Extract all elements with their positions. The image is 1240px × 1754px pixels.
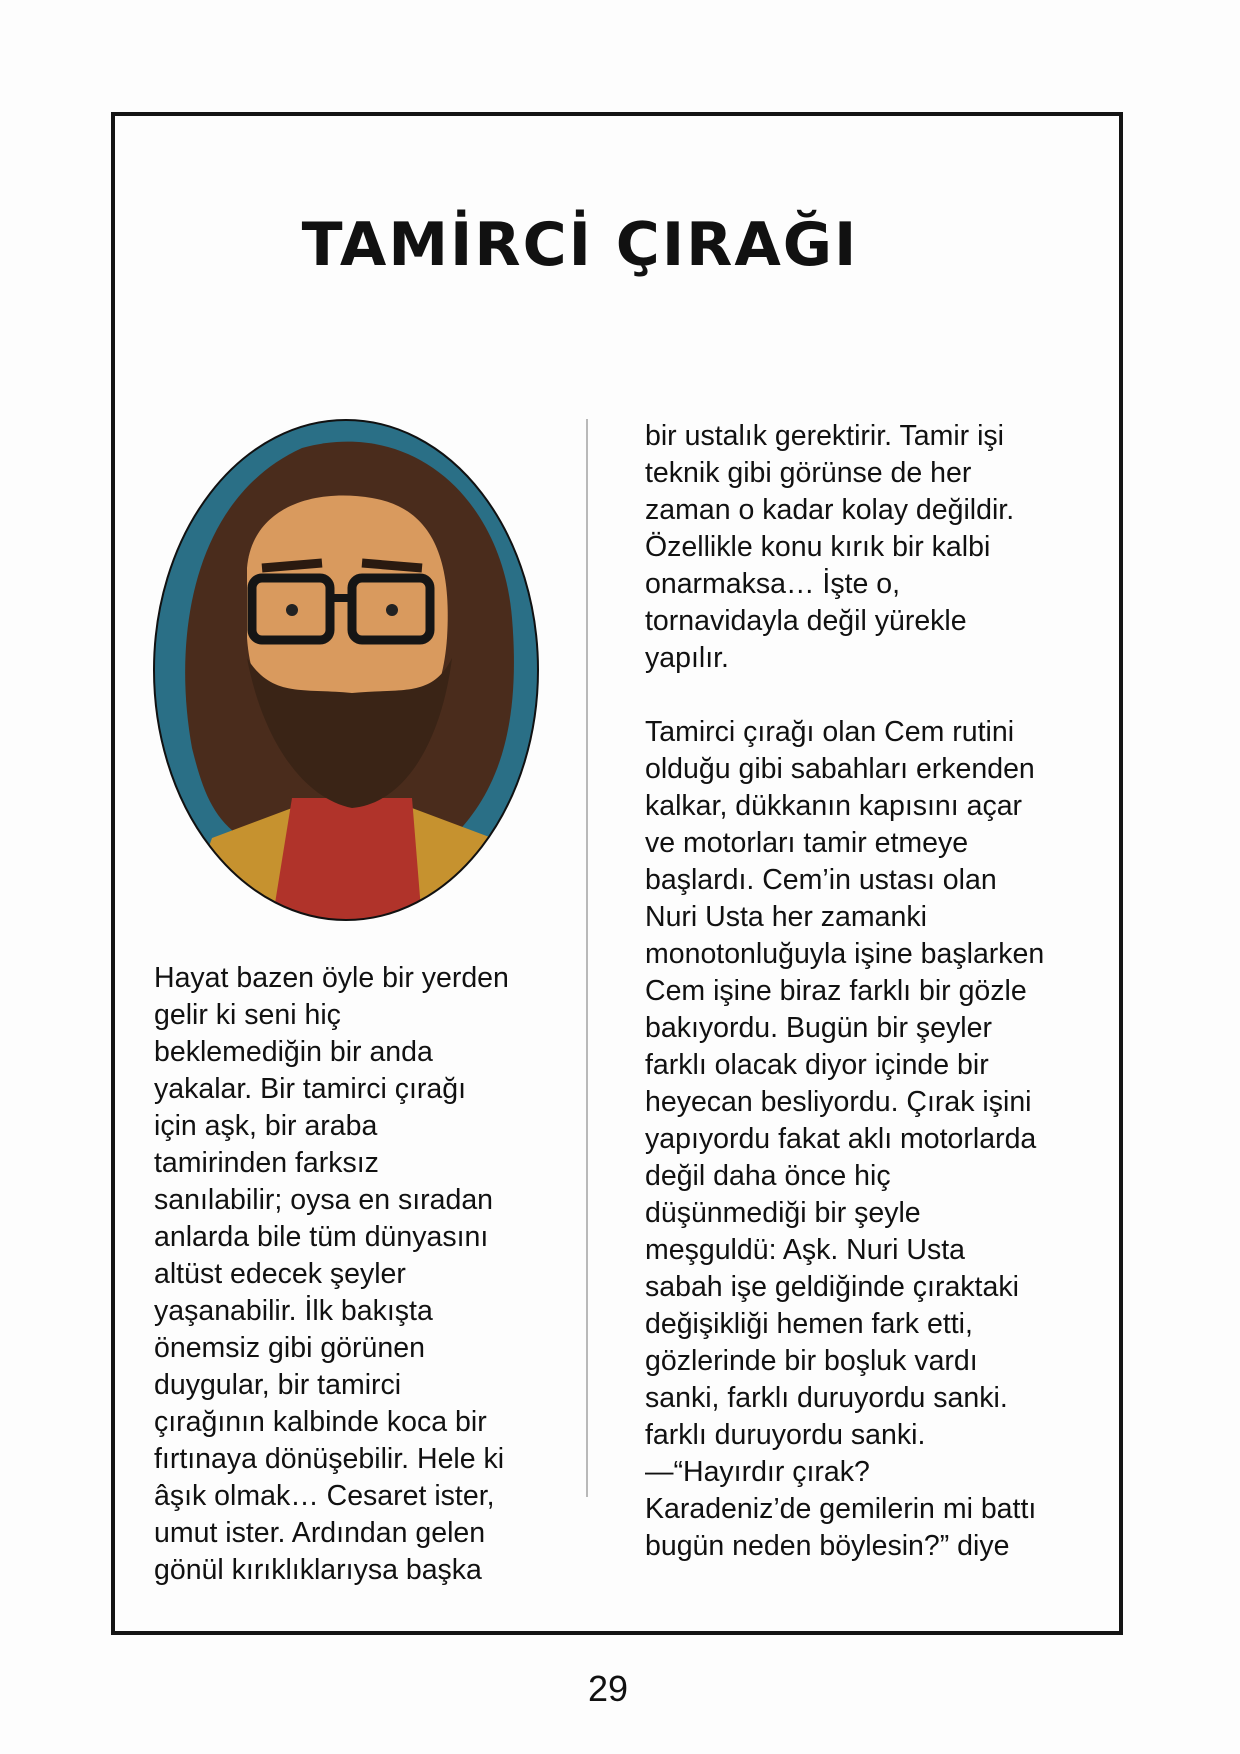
text-line: heyecan besliyordu. Çırak işini	[645, 1086, 1032, 1118]
paragraph-gap	[645, 677, 1044, 714]
text-line: önemsiz gibi görünen	[154, 1332, 425, 1364]
text-line: tamirinden farksız	[154, 1147, 379, 1179]
text-line: Hayat bazen öyle bir yerden	[154, 962, 509, 994]
text-line: değil daha önce hiç	[645, 1160, 891, 1192]
text-line: meşguldü: Aşk. Nuri Usta	[645, 1234, 965, 1266]
text-line: teknik gibi görünse de her	[645, 457, 972, 489]
text-line: farklı duruyordu sanki.	[645, 1419, 926, 1451]
column-divider	[586, 419, 588, 1497]
text-line: umut ister. Ardından gelen	[154, 1517, 486, 1549]
text-line: yaşanabilir. İlk bakışta	[154, 1295, 433, 1327]
text-line: fırtınaya dönüşebilir. Hele ki	[154, 1443, 505, 1475]
text-line: gözlerinde bir boşluk vardı	[645, 1345, 978, 1377]
text-line: başlardı. Cem’in ustası olan	[645, 864, 997, 896]
text-line: —“Hayırdır çırak?	[645, 1456, 870, 1488]
text-line: ve motorları tamir etmeye	[645, 827, 969, 859]
text-line: sanki, farklı duruyordu sanki.	[645, 1382, 1008, 1414]
text-line: bugün neden böylesin?” diye	[645, 1530, 1010, 1562]
text-line: değişikliği hemen fark etti,	[645, 1308, 973, 1340]
text-line: zaman o kadar kolay değildir.	[645, 494, 1015, 526]
text-line: altüst edecek şeyler	[154, 1258, 406, 1290]
text-line: tornavidayla değil yürekle	[645, 605, 967, 637]
text-line: duygular, bir tamirci	[154, 1369, 402, 1401]
text-line: bir ustalık gerektirir. Tamir işi	[645, 420, 1004, 452]
portrait-illustration	[152, 418, 540, 922]
text-line: için aşk, bir araba	[154, 1110, 378, 1142]
text-line: Nuri Usta her zamanki	[645, 901, 927, 933]
text-line: sanılabilir; oysa en sıradan	[154, 1184, 494, 1216]
text-line: yakalar. Bir tamirci çırağı	[154, 1073, 466, 1105]
text-line: çırağının kalbinde koca bir	[154, 1406, 487, 1438]
right-column-text	[645, 418, 1044, 1565]
text-line: beklemediğin bir anda	[154, 1036, 433, 1068]
text-line: kalkar, dükkanın kapısını açar	[645, 790, 1023, 822]
text-line: yapılır.	[645, 642, 729, 674]
page-title: TAMİRCİ ÇIRAĞI	[301, 210, 859, 280]
text-line: bakıyordu. Bugün bir şeyler	[645, 1012, 992, 1044]
page-number: 29	[587, 1668, 629, 1709]
text-line: onarmaksa… İşte o,	[645, 568, 901, 600]
text-line: Cem işine biraz farklı bir gözle	[645, 975, 1027, 1007]
text-line: monotonluğuyla işine başlarken	[645, 938, 1045, 970]
text-line: gelir ki seni hiç	[154, 999, 341, 1031]
text-line: sabah işe geldiğinde çıraktaki	[645, 1271, 1019, 1303]
text-line: Karadeniz’de gemilerin mi battı	[645, 1493, 1037, 1525]
text-line: farklı olacak diyor içinde bir	[645, 1049, 989, 1081]
text-line: anlarda bile tüm dünyasını	[154, 1221, 489, 1253]
text-line: yapıyordu fakat aklı motorlarda	[645, 1123, 1037, 1155]
text-line: Tamirci çırağı olan Cem rutini	[645, 716, 1015, 748]
text-line: olduğu gibi sabahları erkenden	[645, 753, 1035, 785]
text-line: düşünmediği bir şeyle	[645, 1197, 921, 1229]
text-line: gönül kırıklıklarıysa başka	[154, 1554, 482, 1586]
text-line: Özellikle konu kırık bir kalbi	[645, 531, 991, 563]
text-line: âşık olmak… Cesaret ister,	[154, 1480, 495, 1512]
left-column-text	[154, 960, 509, 1589]
